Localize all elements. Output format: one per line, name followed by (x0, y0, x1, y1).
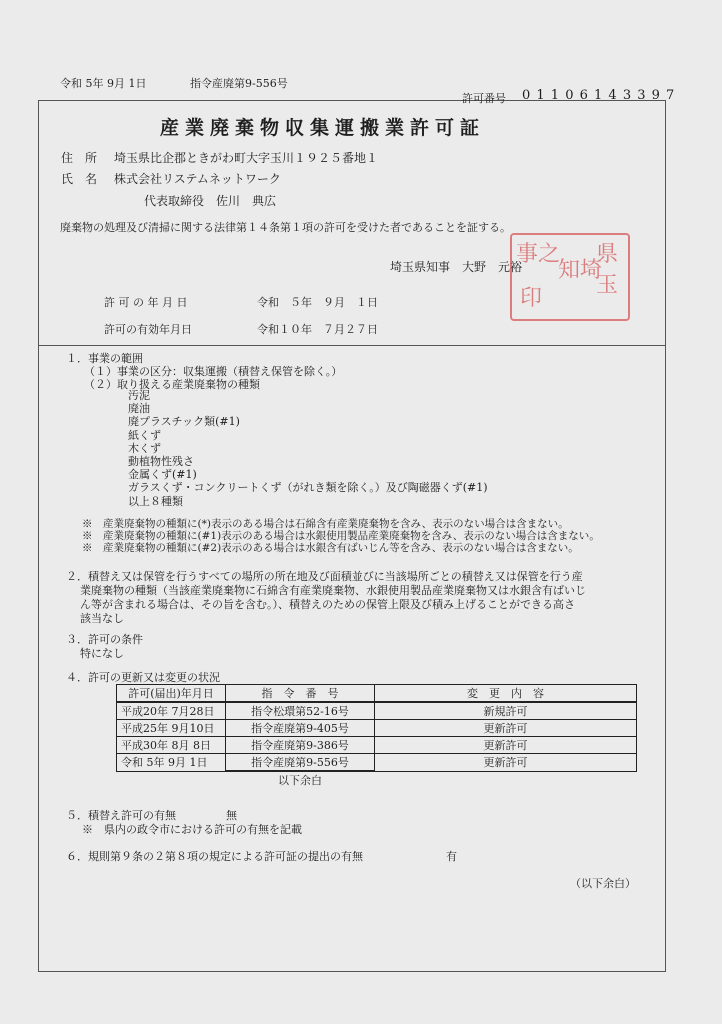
waste-types-heading: （２）取り扱える産業廃棄物の種類 (84, 378, 260, 391)
table-cell: 指令産廃第9-405号 (226, 720, 375, 737)
table-cell: 指令産廃第9-386号 (226, 737, 375, 754)
section-6-value: 有 (446, 850, 457, 863)
table-cell: 指令産廃第9-556号 (226, 754, 375, 772)
list-item: 木くず (128, 441, 161, 455)
certification-text: 廃棄物の処理及び清掃に関する法律第１４条第１項の許可を受けた者であることを証する。 (60, 221, 511, 234)
waste-list (128, 389, 488, 508)
prefectural-seal: 県玉 知埼 事之 印 (510, 233, 630, 321)
list-item: 動植物性残さ (128, 455, 194, 469)
table-row (117, 737, 637, 754)
section-2-line: 業廃棄物の種類（当該産業廃棄物に石綿含有産業廃棄物、水銀使用製品産業廃棄物又は水銀含有ばいじ (80, 584, 586, 597)
table-cell: 更新許可 (375, 720, 637, 737)
table-cell: 平成20年 7月28日 (117, 702, 226, 720)
table-header-row (117, 685, 637, 703)
table-row (117, 720, 637, 737)
section-5-title: ５．積替え許可の有無 (66, 809, 176, 822)
table-footer-row (117, 771, 637, 788)
section-3-title: ３．許可の条件 (66, 633, 143, 646)
company-name: 株式会社リステムネットワーク (114, 172, 281, 186)
table-cell: 新規許可 (375, 702, 637, 720)
table-cell: 平成30年 8月 8日 (117, 737, 226, 754)
business-category: （１）事業の区分：収集運搬（積替え保管を除く。） (84, 365, 343, 378)
section-2-value: 該当なし (80, 612, 124, 625)
list-item: 廃油 (128, 402, 150, 416)
table-row (117, 754, 637, 772)
table-footer: 以下余白 (226, 771, 375, 788)
section-2-line: ん等が含まれる場合は、その旨を含む。）、積替えのための保管上限及び積み上げることができる高さ (80, 598, 575, 611)
column-header: 許可(届出)年月日 (117, 685, 226, 703)
section-5-note: ※ 県内の政令市における許可の有無を記載 (82, 823, 302, 836)
table-cell: 更新許可 (375, 737, 637, 754)
issue-date-label: 許 可 の 年 月 日 (104, 296, 188, 309)
list-item: 廃プラスチック類(#1) (128, 415, 240, 429)
column-header: 変 更 内 容 (375, 685, 637, 703)
address-label: 住 所 (61, 151, 98, 165)
list-item: ガラスくず・コンクリートくず（がれき類を除く。）及び陶磁器くず(#1) (128, 481, 488, 495)
section-5-value: 無 (226, 809, 237, 822)
list-item: 金属くず(#1) (128, 468, 197, 482)
section-6-title: ６．規則第９条の２第８項の規定による許可証の提出の有無 (66, 850, 363, 863)
note-mercury-dust: ※ 産業廃棄物の種類に(#2)表示のある場合は水銀含有ばいじん等を含み、表示のない場合は含まない。 (82, 542, 579, 554)
list-item: 以上８種類 (128, 494, 183, 508)
reference-number-header: 指令産廃第9-556号 (190, 77, 288, 90)
table-cell: 平成25年 9月10日 (117, 720, 226, 737)
permit-number: 0 1 1 0 6 1 4 3 3 9 7 (522, 88, 676, 103)
issue-date-value: 令和 ５年 ９月 １日 (257, 296, 378, 309)
name-label: 氏 名 (61, 172, 98, 186)
issuer-name: 埼玉県知事 大野 元裕 (390, 260, 523, 274)
list-item: 汚泥 (128, 389, 150, 402)
permit-number-label: 許可番号 (462, 92, 506, 105)
column-header: 指 令 番 号 (226, 685, 375, 703)
end-note: （以下余白） (570, 877, 636, 890)
list-item: 紙くず (128, 428, 161, 442)
expiry-date-value: 令和１０年 ７月２７日 (257, 323, 378, 336)
document-title: 産業廃棄物収集運搬業許可証 (160, 117, 486, 139)
table-cell: 令和 5年 9月 1日 (117, 754, 226, 772)
table-row (117, 702, 637, 720)
note-asbestos: ※ 産業廃棄物の種類に(*)表示のある場合は石綿含有産業廃棄物を含み、表示のない場合は含まない。 (82, 518, 569, 530)
section-3-value: 特になし (80, 647, 124, 660)
table-cell: 更新許可 (375, 754, 637, 772)
address-value: 埼玉県比企郡ときがわ町大字玉川１９２５番地１ (114, 151, 379, 165)
section-2-title: ２．積替え又は保管を行うすべての場所の所在地及び面積並びに当該場所ごとの積替え又は保管を行う産 (66, 570, 583, 583)
note-mercury-products: ※ 産業廃棄物の種類に(#1)表示のある場合は水銀使用製品産業廃棄物を含み、表示のない場合は含まない。 (82, 530, 600, 542)
section-divider (38, 345, 665, 346)
section-4-title: ４．許可の更新又は変更の状況 (66, 671, 220, 684)
renewal-history-table (116, 684, 637, 788)
representative: 代表取締役 佐川 典広 (144, 194, 277, 208)
expiry-date-label: 許可の有効年月日 (104, 323, 192, 336)
section-1-title: １．事業の範囲 (66, 352, 143, 365)
issue-date-header: 令和 5年 9月 1日 (60, 77, 147, 90)
table-cell: 指令松環第52-16号 (226, 702, 375, 720)
